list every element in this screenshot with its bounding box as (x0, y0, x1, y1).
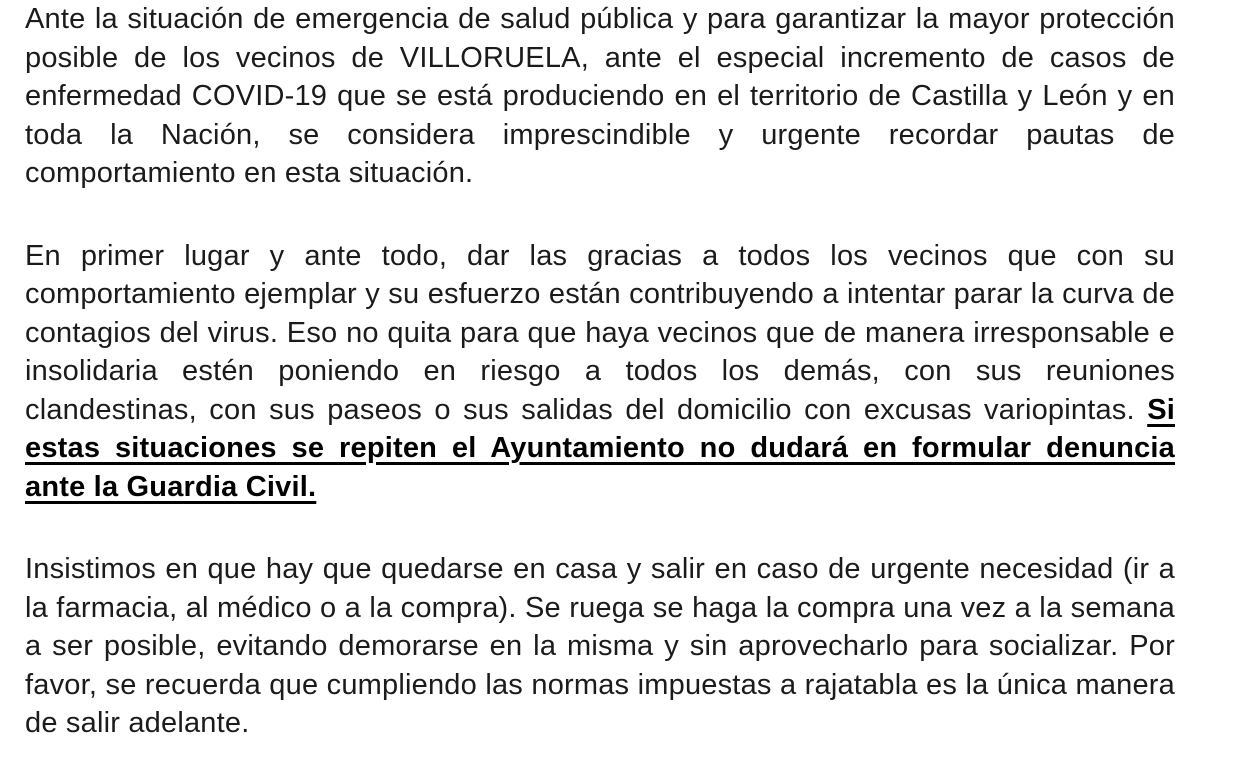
paragraph-thanks-warning (25, 237, 1175, 507)
paragraph-thanks-normal-text: En primer lugar y ante todo, dar las gracias a todos los vecinos que con su comportamiento ejemplar y su esfuerzo están contribuyendo a intentar parar la curva de contagios del virus. Eso no quita para que haya vecinos que de manera irresponsable e insolidaria estén poniendo en riesgo a todos los demás, con sus reuniones clandestinas, con sus paseos o sus salidas del domicilio con excusas variopintas. (25, 239, 1175, 426)
warning-bold-underline-text: Si estas situaciones se repiten el Ayuntamiento no dudará en formular denuncia ante la Guardia Civil. (25, 393, 1175, 503)
paragraph-stay-home: Insistimos en que hay que quedarse en casa y salir en caso de urgente necesidad (ir a la farmacia, al médico o a la compra). Se ruega se haga la compra una vez a la semana a ser posible, evitando demorarse en la misma y sin aprovecharlo para socializar. Por favor, se recuerda que cumpliendo las normas impuestas a rajatabla es la única manera de salir adelante. (25, 553, 1175, 739)
document-body-text (25, 0, 1175, 743)
paragraph-intro: Ante la situación de emergencia de salud pública y para garantizar la mayor protección posible de los vecinos de VILLORUELA, ante el especial incremento de casos de enfermedad COVID-19 que se está produciendo en el territorio de Castilla y León y en toda la Nación, se considera imprescindible y urgente recordar pautas de comportamiento en esta situación. (25, 3, 1175, 189)
